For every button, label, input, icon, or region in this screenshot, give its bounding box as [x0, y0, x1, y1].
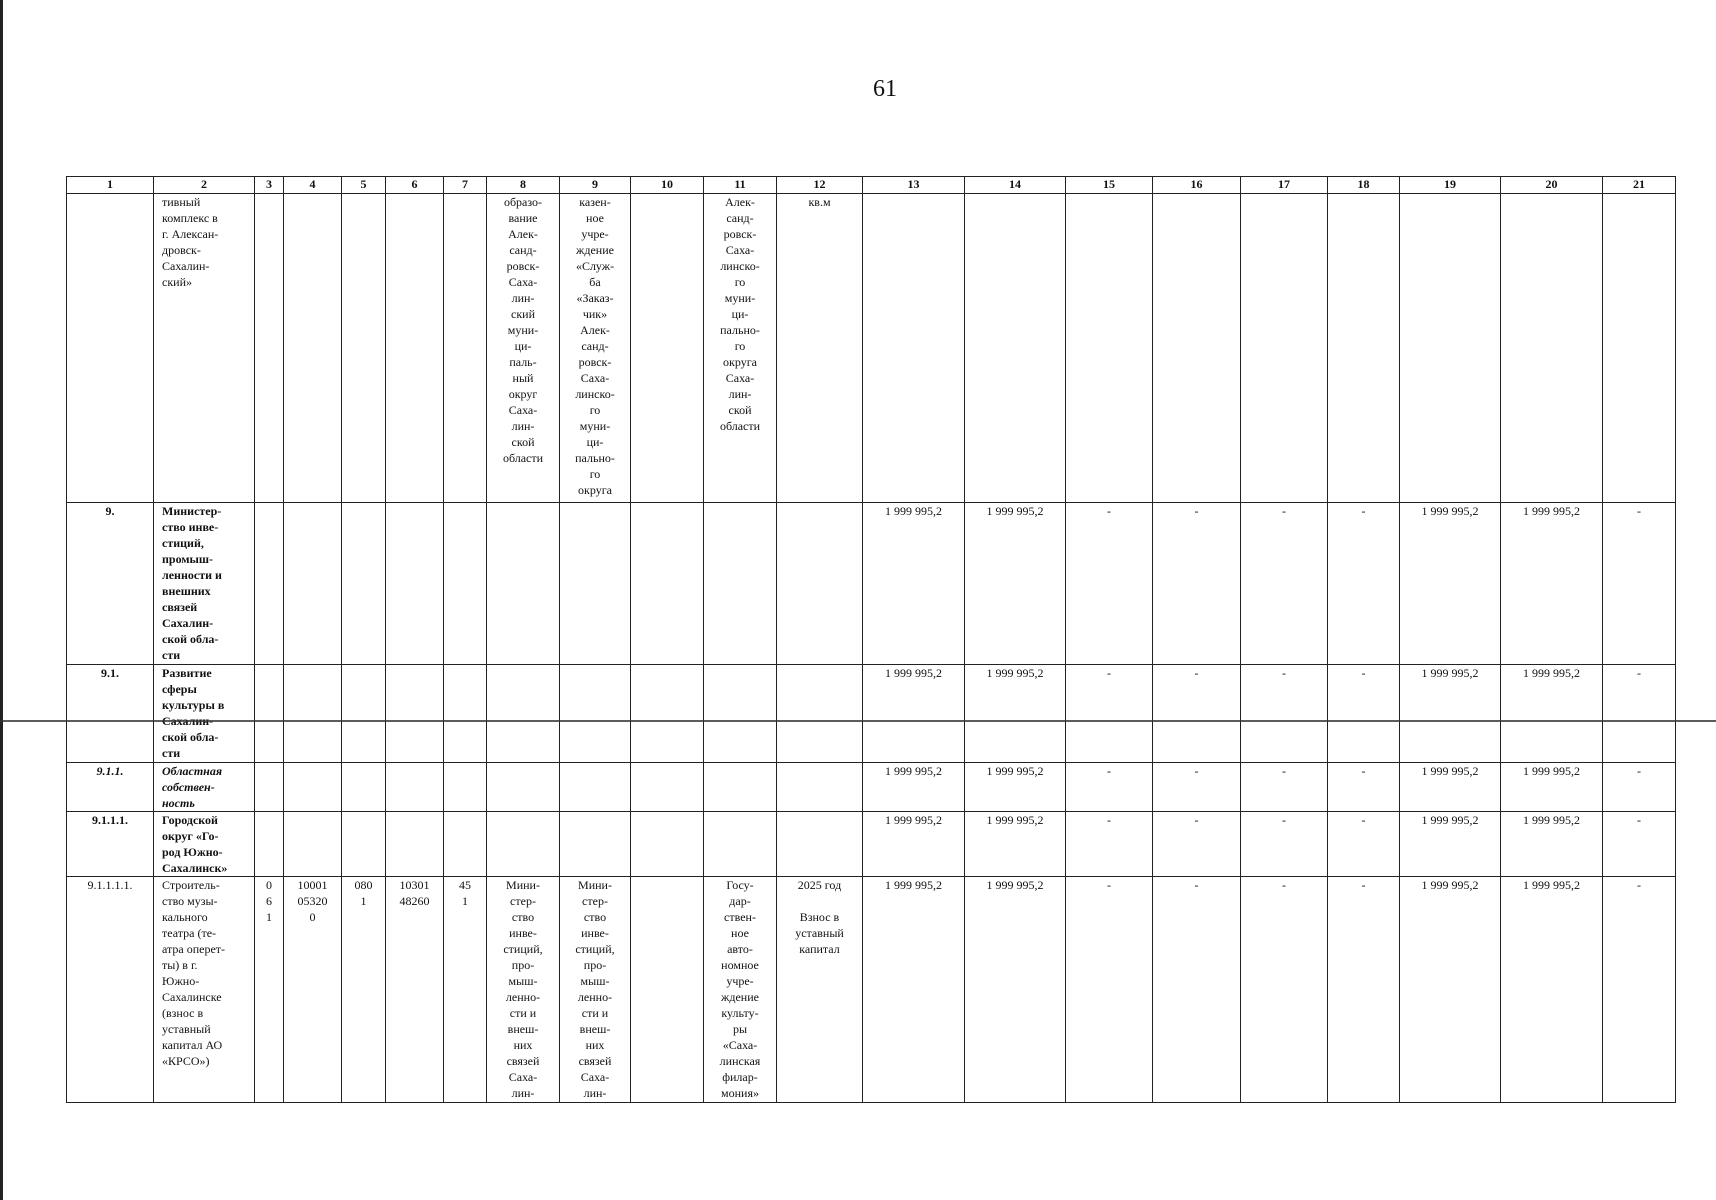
cell-col-2 — [154, 812, 255, 877]
cell-text: - — [1282, 813, 1286, 827]
cell-text: - — [1361, 878, 1366, 892]
cell-col-5 — [342, 665, 386, 763]
column-header-21: 21 — [1603, 177, 1676, 194]
cell-col-18 — [1328, 812, 1400, 877]
column-header-14: 14 — [965, 177, 1066, 194]
cell-col-21 — [1603, 194, 1676, 503]
cell-text: 1 999 995,2 — [1523, 504, 1580, 518]
cell-col-21 — [1603, 877, 1676, 1103]
scan-line — [0, 720, 1716, 722]
column-header-1: 1 — [67, 177, 154, 194]
cell-text: 080 1 — [354, 878, 373, 908]
cell-col-8 — [487, 503, 560, 665]
cell-text: 1 999 995,2 — [885, 878, 942, 892]
cell-text: Мини- стер- ство инве- стиций, про- мыш- ленно- сти и внеш- них связей Саха- лин- — [503, 878, 543, 1100]
column-header-9: 9 — [560, 177, 631, 194]
column-header-19: 19 — [1400, 177, 1501, 194]
cell-col-12 — [777, 194, 863, 503]
cell-col-14 — [965, 877, 1066, 1103]
cell-text: 1 999 995,2 — [986, 813, 1044, 827]
column-header-2: 2 — [154, 177, 255, 194]
cell-col-17 — [1241, 503, 1328, 665]
cell-col-11 — [704, 763, 777, 812]
cell-col-7 — [444, 877, 487, 1103]
cell-col-4 — [284, 503, 342, 665]
cell-col-18 — [1328, 665, 1400, 763]
cell-col-15 — [1066, 194, 1153, 503]
cell-col-14 — [965, 503, 1066, 665]
cell-text: Городской округ «Го- род Южно- Сахалинск» — [162, 813, 228, 875]
column-header-3: 3 — [255, 177, 284, 194]
cell-col-20 — [1501, 877, 1603, 1103]
cell-col-10 — [631, 503, 704, 665]
cell-text: - — [1194, 878, 1199, 892]
cell-col-13 — [863, 194, 965, 503]
cell-text: - — [1361, 504, 1366, 518]
cell-col-3 — [255, 194, 284, 503]
cell-col-10 — [631, 877, 704, 1103]
cell-col-11 — [704, 194, 777, 503]
cell-text: 1 999 995,2 — [1523, 764, 1580, 778]
cell-text: 1 999 995,2 — [1421, 666, 1479, 680]
cell-text: - — [1637, 813, 1641, 827]
cell-col-9 — [560, 194, 631, 503]
cell-col-8 — [487, 877, 560, 1103]
cell-col-17 — [1241, 665, 1328, 763]
cell-col-9 — [560, 665, 631, 763]
column-header-8: 8 — [487, 177, 560, 194]
table-row — [67, 763, 1676, 812]
cell-col-3 — [255, 665, 284, 763]
cell-text: 1 999 995,2 — [1523, 666, 1580, 680]
cell-col-5 — [342, 877, 386, 1103]
cell-text: Развитие сферы культуры в ской обла- сти — [162, 666, 225, 760]
cell-col-15 — [1066, 812, 1153, 877]
cell-text: - — [1637, 504, 1641, 518]
budget-table — [66, 176, 1676, 1103]
cell-col-4 — [284, 877, 342, 1103]
cell-col-20 — [1501, 763, 1603, 812]
cell-text: - — [1282, 666, 1286, 680]
cell-col-14 — [965, 665, 1066, 763]
table-row — [67, 877, 1676, 1103]
cell-col-19 — [1400, 877, 1501, 1103]
cell-col-12 — [777, 877, 863, 1103]
cell-col-10 — [631, 763, 704, 812]
column-header-4: 4 — [284, 177, 342, 194]
cell-col-4 — [284, 194, 342, 503]
cell-col-4 — [284, 812, 342, 877]
cell-text: - — [1282, 878, 1286, 892]
cell-text: - — [1282, 504, 1286, 518]
cell-col-18 — [1328, 877, 1400, 1103]
cell-col-6 — [386, 812, 444, 877]
cell-col-13 — [863, 812, 965, 877]
cell-col-11 — [704, 503, 777, 665]
cell-text: 45 1 — [459, 878, 471, 908]
cell-col-15 — [1066, 665, 1153, 763]
cell-text: Мини- стер- ство инве- стиций, про- мыш- ленно- сти и внеш- них связей Саха- лин- — [575, 878, 615, 1100]
column-header-12: 12 — [777, 177, 863, 194]
cell-col-3 — [255, 877, 284, 1103]
cell-text: 1 999 995,2 — [1421, 813, 1479, 827]
cell-col-4 — [284, 665, 342, 763]
cell-col-16 — [1153, 877, 1241, 1103]
cell-col-20 — [1501, 503, 1603, 665]
cell-col-18 — [1328, 503, 1400, 665]
cell-text: - — [1194, 813, 1199, 827]
cell-text: 0 6 1 — [266, 878, 272, 924]
cell-col-1 — [67, 812, 154, 877]
cell-text: - — [1107, 878, 1111, 892]
cell-col-17 — [1241, 763, 1328, 812]
cell-text: 1 999 995,2 — [986, 878, 1044, 892]
cell-col-5 — [342, 194, 386, 503]
cell-col-7 — [444, 763, 487, 812]
cell-col-8 — [487, 194, 560, 503]
column-header-6: 6 — [386, 177, 444, 194]
cell-col-12 — [777, 812, 863, 877]
column-header-10: 10 — [631, 177, 704, 194]
cell-col-14 — [965, 763, 1066, 812]
cell-col-6 — [386, 877, 444, 1103]
cell-col-19 — [1400, 665, 1501, 763]
cell-text: - — [1107, 813, 1111, 827]
cell-col-7 — [444, 503, 487, 665]
cell-col-6 — [386, 503, 444, 665]
cell-col-18 — [1328, 194, 1400, 503]
cell-col-9 — [560, 763, 631, 812]
cell-text: - — [1637, 878, 1641, 892]
cell-text: - — [1107, 666, 1111, 680]
cell-col-7 — [444, 812, 487, 877]
cell-text: 1 999 995,2 — [885, 813, 942, 827]
cell-col-16 — [1153, 665, 1241, 763]
cell-col-19 — [1400, 812, 1501, 877]
cell-text: - — [1194, 764, 1199, 778]
cell-col-2 — [154, 665, 255, 763]
cell-col-6 — [386, 665, 444, 763]
cell-col-17 — [1241, 877, 1328, 1103]
cell-col-16 — [1153, 503, 1241, 665]
scan-left-edge — [0, 0, 3, 1200]
cell-text: 10001 05320 0 — [297, 878, 328, 924]
column-header-5: 5 — [342, 177, 386, 194]
cell-text: 1 999 995,2 — [885, 764, 942, 778]
cell-text: 1 999 995,2 — [1421, 504, 1479, 518]
table-row — [67, 503, 1676, 665]
cell-col-3 — [255, 503, 284, 665]
cell-col-8 — [487, 812, 560, 877]
cell-text: 9.1.1.1. — [92, 813, 128, 827]
cell-col-8 — [487, 665, 560, 763]
cell-col-2 — [154, 877, 255, 1103]
cell-text: 9.1.1. — [96, 764, 124, 778]
cell-col-20 — [1501, 194, 1603, 503]
cell-col-21 — [1603, 812, 1676, 877]
cell-col-13 — [863, 665, 965, 763]
cell-col-9 — [560, 503, 631, 665]
cell-col-1 — [67, 665, 154, 763]
cell-col-19 — [1400, 763, 1501, 812]
cell-col-4 — [284, 763, 342, 812]
cell-col-11 — [704, 665, 777, 763]
cell-col-20 — [1501, 812, 1603, 877]
header-row — [67, 177, 1676, 194]
cell-text: 9. — [105, 504, 115, 518]
cell-col-14 — [965, 194, 1066, 503]
cell-col-10 — [631, 194, 704, 503]
cell-col-1 — [67, 503, 154, 665]
cell-col-9 — [560, 877, 631, 1103]
table-row — [67, 665, 1676, 763]
cell-col-19 — [1400, 503, 1501, 665]
cell-text: кв.м — [808, 195, 831, 209]
cell-text: тивный комплекс в г. Алексан- дровск- Сахалин- ский» — [162, 195, 219, 289]
cell-col-14 — [965, 812, 1066, 877]
cell-col-10 — [631, 812, 704, 877]
cell-text: 1 999 995,2 — [1523, 878, 1580, 892]
cell-col-16 — [1153, 194, 1241, 503]
column-header-15: 15 — [1066, 177, 1153, 194]
cell-text: - — [1107, 764, 1111, 778]
cell-col-18 — [1328, 763, 1400, 812]
cell-col-20 — [1501, 665, 1603, 763]
cell-col-15 — [1066, 503, 1153, 665]
cell-col-1 — [67, 194, 154, 503]
cell-col-11 — [704, 812, 777, 877]
cell-col-13 — [863, 763, 965, 812]
cell-text: - — [1637, 764, 1641, 778]
cell-text: образо- вание Алек- санд- ровск- Саха- лин- ский муни- ци- паль- ный округ Саха- лин- ской области — [502, 195, 544, 465]
cell-col-17 — [1241, 812, 1328, 877]
cell-col-21 — [1603, 665, 1676, 763]
cell-text: - — [1637, 666, 1641, 680]
cell-text: 1 999 995,2 — [1523, 813, 1580, 827]
cell-text: Строитель- ство музы- кального театра (те- атра оперет- ты) в г. Южно- Сахалинске (взнос в уставный капитал АО «КРСО») — [162, 878, 226, 1068]
cell-col-1 — [67, 877, 154, 1103]
cell-text: 1 999 995,2 — [1421, 878, 1479, 892]
cell-text: 1 999 995,2 — [986, 764, 1044, 778]
cell-text: казен- ное учре- ждение «Служ- ба «Заказ- чик» Алек- санд- ровск- Саха- линско- го муни- ци- пально- го округа — [575, 195, 615, 497]
cell-text: - — [1282, 764, 1286, 778]
cell-text: 1 999 995,2 — [1421, 764, 1479, 778]
column-header-18: 18 — [1328, 177, 1400, 194]
cell-col-2 — [154, 763, 255, 812]
cell-col-12 — [777, 763, 863, 812]
cell-text: 1 999 995,2 — [885, 504, 942, 518]
cell-col-9 — [560, 812, 631, 877]
cell-col-13 — [863, 503, 965, 665]
cell-col-2 — [154, 503, 255, 665]
cell-col-19 — [1400, 194, 1501, 503]
column-header-16: 16 — [1153, 177, 1241, 194]
cell-col-2 — [154, 194, 255, 503]
cell-text: 1 999 995,2 — [986, 504, 1044, 518]
cell-col-6 — [386, 763, 444, 812]
cell-text: - — [1194, 666, 1199, 680]
cell-text: Госу- дар- ствен- ное авто- номное учре- ждение культу- ры «Саха- линская филар- мония» — [719, 878, 761, 1100]
cell-col-15 — [1066, 877, 1153, 1103]
cell-text: Министер- ство инве- стиций, промыш- ленности и внешних связей Сахалин- ской обла- сти — [162, 504, 222, 662]
cell-col-5 — [342, 503, 386, 665]
cell-col-7 — [444, 194, 487, 503]
cell-col-1 — [67, 763, 154, 812]
column-header-17: 17 — [1241, 177, 1328, 194]
cell-col-12 — [777, 665, 863, 763]
cell-col-5 — [342, 812, 386, 877]
cell-col-8 — [487, 763, 560, 812]
cell-col-15 — [1066, 763, 1153, 812]
cell-col-21 — [1603, 763, 1676, 812]
cell-col-3 — [255, 812, 284, 877]
column-header-20: 20 — [1501, 177, 1603, 194]
cell-text: 9.1. — [101, 666, 119, 680]
cell-col-17 — [1241, 194, 1328, 503]
cell-text: - — [1361, 764, 1366, 778]
cell-text: 1 999 995,2 — [986, 666, 1044, 680]
cell-col-5 — [342, 763, 386, 812]
table-row — [67, 194, 1676, 503]
column-header-13: 13 — [863, 177, 965, 194]
cell-text: Областная собствен- ность — [162, 764, 223, 810]
cell-col-6 — [386, 194, 444, 503]
cell-text: - — [1194, 504, 1199, 518]
cell-col-11 — [704, 877, 777, 1103]
cell-text: Алек- санд- ровск- Саха- линско- го муни- ци- пально- го округа Саха- лин- ской области — [719, 195, 761, 433]
cell-text: - — [1361, 666, 1366, 680]
cell-col-10 — [631, 665, 704, 763]
column-header-11: 11 — [704, 177, 777, 194]
cell-col-13 — [863, 877, 965, 1103]
cell-col-12 — [777, 503, 863, 665]
cell-text: - — [1361, 813, 1366, 827]
cell-col-3 — [255, 763, 284, 812]
page-number: 61 — [873, 76, 897, 102]
cell-col-16 — [1153, 812, 1241, 877]
cell-text: 9.1.1.1.1. — [87, 878, 133, 892]
cell-text: - — [1107, 504, 1111, 518]
cell-col-21 — [1603, 503, 1676, 665]
column-header-7: 7 — [444, 177, 487, 194]
cell-col-16 — [1153, 763, 1241, 812]
cell-text: 2025 год Взнос в уставный капитал — [795, 878, 844, 956]
table-row — [67, 812, 1676, 877]
cell-col-7 — [444, 665, 487, 763]
cell-text: 1 999 995,2 — [885, 666, 942, 680]
cell-text: 10301 48260 — [399, 878, 430, 908]
